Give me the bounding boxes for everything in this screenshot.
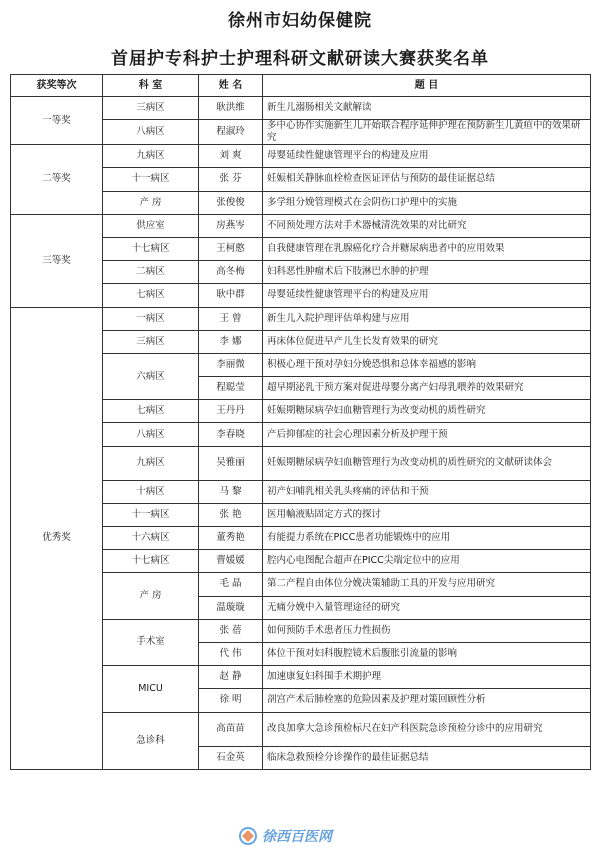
- award-level-cell: 一等奖: [11, 97, 103, 145]
- department-cell: 一病区: [103, 307, 199, 330]
- table-row: [11, 307, 591, 330]
- department-cell: 三病区: [103, 330, 199, 353]
- topic-cell: 新生儿溺肠相关文献解读: [263, 97, 591, 120]
- department-cell: 十一病区: [103, 503, 199, 526]
- department-cell: 二病区: [103, 261, 199, 284]
- name-cell: 张 艳: [199, 503, 263, 526]
- topic-cell: 妇科恶性肿瘤术后下肢淋巴水肿的护理: [263, 261, 591, 284]
- name-cell: 张 蓓: [199, 619, 263, 642]
- topic-cell: 无痛分娩中入量管理途径的研究: [263, 596, 591, 619]
- topic-cell: 超早期泌乳干预方案对促进母婴分离产妇母乳喂养的效果研究: [263, 377, 591, 400]
- column-header-topic: 题 目: [263, 75, 591, 97]
- topic-cell: 改良加拿大急诊预检标尺在妇产科医院急诊预检分诊中的应用研究: [263, 712, 591, 746]
- name-cell: 王 曾: [199, 307, 263, 330]
- name-cell: 李丽微: [199, 353, 263, 376]
- name-cell: 王丹丹: [199, 400, 263, 423]
- name-cell: 耿中群: [199, 284, 263, 307]
- topic-cell: 初产妇哺乳相关乳头疼痛的评估和干预: [263, 480, 591, 503]
- department-cell: 产 房: [103, 191, 199, 214]
- table-row: [11, 97, 591, 120]
- topic-cell: 产后抑郁症的社会心理因素分析及护理干预: [263, 423, 591, 446]
- name-cell: 石金英: [199, 746, 263, 769]
- department-cell: 八病区: [103, 423, 199, 446]
- topic-cell: 母婴延续性健康管理平台的构建及应用: [263, 145, 591, 168]
- watermark: 徐西百医网: [262, 829, 332, 845]
- department-cell: 十一病区: [103, 168, 199, 191]
- topic-cell: 剖宫产术后肺栓塞的危险因素及护理对策回顾性分析: [263, 689, 591, 712]
- department-cell: 七病区: [103, 400, 199, 423]
- topic-cell: 腔内心电图配合超声在PICC尖端定位中的应用: [263, 550, 591, 573]
- name-cell: 房燕岑: [199, 214, 263, 237]
- topic-cell: 积极心理干预对孕妇分娩恐惧和总体幸福感的影响: [263, 353, 591, 376]
- name-cell: 李 娜: [199, 330, 263, 353]
- name-cell: 代 伟: [199, 642, 263, 665]
- watermark-logo-icon: [236, 826, 260, 846]
- department-cell: 九病区: [103, 446, 199, 480]
- name-cell: 董秀艳: [199, 527, 263, 550]
- department-cell: 供应室: [103, 214, 199, 237]
- department-cell: 三病区: [103, 97, 199, 120]
- award-level-cell: 三等奖: [11, 214, 103, 307]
- topic-cell: 临床急救预检分诊操作的最佳证据总结: [263, 746, 591, 769]
- name-cell: 张 芬: [199, 168, 263, 191]
- topic-cell: 加速康复妇科围手术期护理: [263, 666, 591, 689]
- hospital-name: 徐州市妇幼保健院: [228, 11, 372, 31]
- department-cell: 十七病区: [103, 237, 199, 260]
- topic-cell: 如何预防手术患者压力性损伤: [263, 619, 591, 642]
- department-cell: 产 房: [103, 573, 199, 619]
- topic-cell: 自我健康管理在乳腺癌化疗合并糖尿病患者中的应用效果: [263, 237, 591, 260]
- name-cell: 李春晓: [199, 423, 263, 446]
- topic-cell: 再床体位促进早产儿生长发育效果的研究: [263, 330, 591, 353]
- topic-cell: 新生儿入院护理评估单构建与应用: [263, 307, 591, 330]
- department-cell: 七病区: [103, 284, 199, 307]
- name-cell: 张俊俊: [199, 191, 263, 214]
- name-cell: 王柯憨: [199, 237, 263, 260]
- name-cell: 程淑玲: [199, 120, 263, 145]
- topic-cell: 体位干预对妇科腹腔镜术后腹胀引流量的影响: [263, 642, 591, 665]
- name-cell: 毛 晶: [199, 573, 263, 596]
- topic-cell: 有能提力系统在PICC患者功能锻炼中的应用: [263, 527, 591, 550]
- department-cell: 八病区: [103, 120, 199, 145]
- department-cell: MICU: [103, 666, 199, 712]
- table-header-row: [11, 75, 591, 97]
- topic-cell: 第二产程自由体位分娩决策辅助工具的开发与应用研究: [263, 573, 591, 596]
- topic-cell: 妊娠期糖尿病孕妇血糖管理行为改变动机的质性研究的文献研读体会: [263, 446, 591, 480]
- table-row: [11, 145, 591, 168]
- department-cell: 手术室: [103, 619, 199, 665]
- name-cell: 温璇璇: [199, 596, 263, 619]
- name-cell: 曹媛媛: [199, 550, 263, 573]
- name-cell: 耿洪维: [199, 97, 263, 120]
- name-cell: 刘 爽: [199, 145, 263, 168]
- column-header-level: 获奖等次: [11, 75, 103, 97]
- department-cell: 九病区: [103, 145, 199, 168]
- name-cell: 吴雅丽: [199, 446, 263, 480]
- name-cell: 高苗苗: [199, 712, 263, 746]
- name-cell: 程聪莹: [199, 377, 263, 400]
- table-row: [11, 214, 591, 237]
- department-cell: 六病区: [103, 353, 199, 399]
- topic-cell: 妊娠期糖尿病孕妇血糖管理行为改变动机的质性研究: [263, 400, 591, 423]
- topic-cell: 母婴延续性健康管理平台的构建及应用: [263, 284, 591, 307]
- award-level-cell: 优秀奖: [11, 307, 103, 769]
- department-cell: 十六病区: [103, 527, 199, 550]
- department-cell: 十病区: [103, 480, 199, 503]
- name-cell: 高冬梅: [199, 261, 263, 284]
- column-header-name: 姓 名: [199, 75, 263, 97]
- topic-cell: 妊娠相关静脉血栓检查医证评估与预防的最佳证据总结: [263, 168, 591, 191]
- name-cell: 赵 静: [199, 666, 263, 689]
- topic-cell: 不同预处理方法对手术器械清洗效果的对比研究: [263, 214, 591, 237]
- award-level-cell: 二等奖: [11, 145, 103, 215]
- topic-cell: 医用輸液贴固定方式的探讨: [263, 503, 591, 526]
- table-body: [11, 97, 591, 770]
- award-table: [10, 74, 591, 770]
- name-cell: 马 黎: [199, 480, 263, 503]
- topic-cell: 多学组分娩管理模式在会阴伤口护理中的实施: [263, 191, 591, 214]
- department-cell: 十七病区: [103, 550, 199, 573]
- document-title: 首届护专科护士护理科研文献研读大赛获奖名单: [111, 49, 489, 69]
- topic-cell: 多中心协作实施新生儿开始联合程序延伸护理在预防新生儿黄疸中的效果研究: [263, 120, 591, 145]
- column-header-dept: 科 室: [103, 75, 199, 97]
- name-cell: 徐 明: [199, 689, 263, 712]
- department-cell: 急诊科: [103, 712, 199, 769]
